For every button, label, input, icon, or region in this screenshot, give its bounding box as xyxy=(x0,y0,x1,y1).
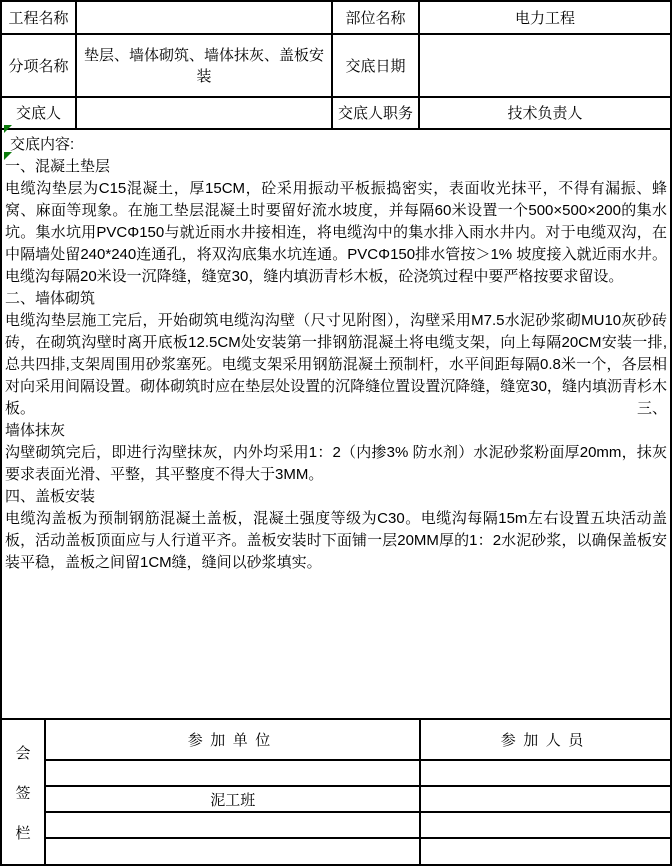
section-body-text: 电缆沟盖板为预制钢筋混凝土盖板，混凝土强度等级为C30。电缆沟每隔15m左右设置五块活动盖板，活动盖板顶面应与人行道平齐。盖板安装时下面铺一层20MM厚的1：2水泥砂浆，以确保盖板安装平稳，盖板之间留1CM缝，缝间以砂浆填实。 xyxy=(5,510,667,571)
section-body-text: 电缆沟垫层施工完后，开始砌筑电缆沟沟壁（尺寸见附图），沟壁采用M7.5水泥砂浆砌MU10灰砂砖砖，在砌筑沟壁时离开底板12.5CM处安装第一排钢筋混凝土将电缆支架，向上每隔20CM安装一排,总共四排,支架周围用砂浆塞死。电缆支架采用钢筋混凝土预制杆，水平间距每隔0.8米一个，各层相对向采用间隔设置。砌体砌筑时应在垫层处设置的沉降缝位置设置沉降缝，缝宽30，缝内填沥青杉木板。 xyxy=(5,312,667,417)
countersign-table xyxy=(46,720,670,864)
table-row xyxy=(46,760,670,786)
person-cell[interactable] xyxy=(420,760,670,786)
countersign-section xyxy=(2,720,670,864)
cell-error-triangle-icon xyxy=(4,125,12,133)
subitem-name-label: 分项名称 xyxy=(2,34,76,97)
participating-person-header: 参加人员 xyxy=(420,720,670,760)
table-row xyxy=(46,838,670,864)
section-wall-masonry xyxy=(5,288,667,420)
unit-cell[interactable] xyxy=(46,760,420,786)
table-row xyxy=(46,812,670,838)
section-title: 一、混凝土垫层 xyxy=(5,158,111,175)
table-header-row xyxy=(46,720,670,760)
section-body xyxy=(5,508,667,574)
section-wall-plaster xyxy=(5,420,667,486)
section-body xyxy=(5,442,667,486)
countersign-label-char: 签 xyxy=(15,784,31,802)
discloser-label: 交底人 xyxy=(2,97,76,129)
discloser-title-label: 交底人职务 xyxy=(332,97,419,129)
cell-error-triangle-icon xyxy=(4,152,12,160)
section-trailer-text: 三、 xyxy=(636,400,667,417)
part-name-label: 部位名称 xyxy=(332,2,419,34)
countersign-label-char: 栏 xyxy=(15,824,31,842)
content-section-label: 交底内容: xyxy=(10,136,75,153)
table-row xyxy=(2,2,670,34)
unit-cell[interactable] xyxy=(46,812,420,838)
form-header-table xyxy=(2,2,670,128)
person-cell[interactable] xyxy=(420,786,670,812)
discloser-value-cell[interactable] xyxy=(76,97,332,129)
discloser-title-value-cell: 技术负责人 xyxy=(419,97,670,129)
unit-cell[interactable] xyxy=(46,838,420,864)
section-body xyxy=(5,178,667,288)
section-body-text: 电缆沟垫层为C15混凝土，厚15CM，砼采用振动平板振捣密实，表面收光抹平，不得有漏振、蜂窝、麻面等现象。在施工垫层混凝土时要留好流水坡度，并每隔60米设置一个500×500×200的集水坑。集水坑用PVCΦ150与就近雨水井接相连，将电缆沟中的集水排入雨水井内。对于电缆双沟，在中隔墙处留240*240连通孔，将双沟底集水坑连通。PVCΦ150排水管按＞1% 坡度接入就近雨水井。电缆沟每隔20米设一沉降缝，缝宽30，缝内填沥青杉木板，砼浇筑过程中要严格按要求留设。 xyxy=(5,180,667,285)
project-name-label: 工程名称 xyxy=(2,2,76,34)
section-title: 墙体抹灰 xyxy=(5,422,66,439)
section-body-text: 沟壁砌筑完后，即进行沟壁抹灰，内外均采用1：2（内掺3% 防水剂）水泥砂浆粉面厚20mm，抹灰要求表面光滑、平整，其平整度不得大于3MM。 xyxy=(5,444,667,483)
disclosure-content-cell xyxy=(2,128,670,720)
countersign-vertical-label xyxy=(2,720,46,864)
unit-cell[interactable]: 泥工班 xyxy=(46,786,420,812)
section-cover-plate xyxy=(5,486,667,574)
section-title: 四、盖板安装 xyxy=(5,488,96,505)
person-cell[interactable] xyxy=(420,838,670,864)
project-name-value-cell[interactable] xyxy=(76,2,332,34)
disclosure-date-value-cell[interactable] xyxy=(419,34,670,97)
subitem-name-value-cell: 垫层、墙体砌筑、墙体抹灰、盖板安装 xyxy=(76,34,332,97)
table-row xyxy=(46,786,670,812)
table-row xyxy=(2,97,670,129)
participating-unit-header: 参加单位 xyxy=(46,720,420,760)
table-row xyxy=(2,34,670,97)
section-body xyxy=(5,310,667,420)
section-concrete-cushion xyxy=(5,156,667,288)
part-name-value-cell: 电力工程 xyxy=(419,2,670,34)
countersign-label-char: 会 xyxy=(15,744,31,762)
disclosure-date-label: 交底日期 xyxy=(332,34,419,97)
person-cell[interactable] xyxy=(420,812,670,838)
section-title: 二、墙体砌筑 xyxy=(5,290,96,307)
